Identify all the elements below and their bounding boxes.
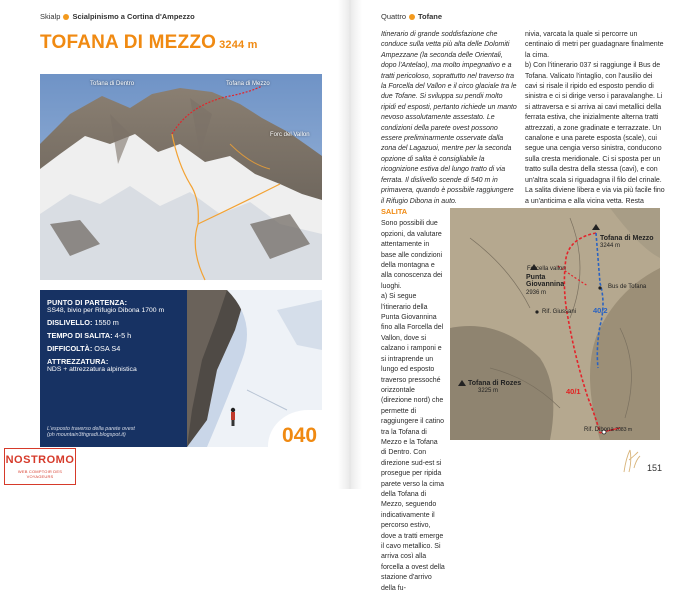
- orange-dot-icon: [409, 14, 415, 20]
- page-title: [40, 32, 258, 54]
- nostromo-logo: [4, 448, 76, 485]
- map-label-bus: Bus de Tofana: [608, 284, 647, 290]
- logo-tagline: WEB COMPTOIR DES VOYAGEURS: [17, 469, 63, 479]
- map-peak-alt: 3244 m: [600, 243, 621, 250]
- runhead-chapter-right: Tofane: [418, 12, 443, 21]
- route-a-end-text: nivia, varcata la quale si percorre un centinaio di metri per guadagnare finalmente la cima.: [525, 31, 664, 59]
- map-rozes-alt: 3225 m: [478, 388, 499, 395]
- map-label-forcella: Forcella vallon: [527, 266, 566, 272]
- map-giov-alt: 2936 m: [526, 289, 547, 296]
- time-row: [47, 331, 180, 340]
- photo-label-forc-vallon: Forc del Vallon: [270, 132, 310, 138]
- title-name: TOFANA DI MEZZO: [40, 32, 217, 53]
- map-label-dibona: [584, 427, 632, 433]
- orange-dot-icon: [63, 14, 69, 20]
- difficulty-row: [47, 344, 180, 353]
- difficulty-label: DIFFICOLTÀ:: [47, 344, 93, 353]
- title-altitude: 3244 m: [219, 39, 258, 51]
- elevation-value: 1550 m: [94, 318, 119, 327]
- intro-column: [381, 30, 517, 207]
- page-ornament-icon: [620, 448, 642, 474]
- salita-column: [381, 207, 445, 594]
- elevation-label: DISLIVELLO:: [47, 318, 93, 327]
- start-label: PUNTO DI PARTENZA:: [47, 298, 128, 307]
- caption-line-2: (ph mountain3thgradi.blogspot.it): [47, 432, 126, 439]
- elevation-row: [47, 318, 180, 327]
- map-rozes-name: Tofana di Rozes: [468, 380, 522, 387]
- running-header-right: [381, 12, 442, 21]
- time-label: TEMPO DI SALITA:: [47, 331, 113, 340]
- intro-text: Itinerario di grande soddisfazione che conduce sulla vetta più alta delle Dolomiti Ampezzane (la seconda delle Orientali, dopo l'Antelao), ma molto impegnativo e a tratti pericoloso, soprattutto nel traverso tra la Forcella del Vallon e il circo glaciale tra le due Tofane. Si sviluppa su pendii molto ripidi ed esposti, pertanto richiede un manto nevoso assolutamente assestato. Le condizioni della parete ovest possono essere preliminarmente osservate dalla zona del Lagazuoi, mentre per la seconda opzione di salita è consigliabile la ricognizione estiva del lungo tratto di via ferrata. Il dislivello scende di 540 m in primavera, quando è possibile raggiungere il Rifugio Dibona in auto.: [381, 31, 517, 205]
- photo-caption: [47, 426, 135, 440]
- salita-intro: Sono possibili due opzioni, da valutare attentamente in base alle condizioni della montagna e alla conoscenza dei luoghi.: [381, 220, 443, 290]
- gear-label: ATTREZZATURA:: [47, 357, 109, 366]
- mountain-photo-illustration: [40, 74, 322, 280]
- runhead-chapter: Scialpinismo a Cortina d'Ampezzo: [72, 12, 195, 21]
- map-label-giussani: Rif. Giussani: [542, 309, 577, 315]
- time-value: 4-5 h: [114, 331, 132, 340]
- map-giov-name: Punta Giovannina: [526, 274, 565, 289]
- running-header-left: [40, 12, 195, 21]
- map-dibona-alt: 2083 m: [615, 427, 633, 433]
- start-value: SS48, bivio per Rifugio Dibona 1700 m: [47, 307, 165, 314]
- map-label-rozes: [468, 380, 521, 395]
- map-label-peak: [600, 235, 654, 250]
- left-page: [0, 0, 340, 489]
- difficulty-value: OSA S4: [94, 344, 121, 353]
- map-label-route-401: 40/1: [566, 387, 581, 396]
- route-map: [450, 208, 660, 440]
- runhead-section-right: Quattro: [381, 12, 407, 21]
- map-peak-name: Tofana di Mezzo: [600, 235, 654, 242]
- salita-heading: SALITA: [381, 207, 408, 216]
- runhead-section: Skialp: [40, 12, 61, 21]
- map-label-giovannina: [526, 274, 566, 296]
- map-label-route-402: 40/2: [593, 306, 608, 315]
- page-number-left: 040: [282, 424, 318, 447]
- photo-label-tofana-mezzo: Tofana di Mezzo: [226, 81, 270, 87]
- mountain-photo: [40, 74, 322, 280]
- map-dibona-name: Rif. Dibona: [584, 427, 614, 433]
- info-box: [40, 290, 187, 447]
- book-gutter: [338, 0, 362, 489]
- logo-name: NOSTROMO: [5, 454, 75, 466]
- page-number-right: 151: [647, 463, 663, 473]
- route-a-text: a) Si segue l'itinerario della Punta Giovannina fino alla Forcella del Vallon, dove si calzano i ramponi e si intraprende un lungo ed esposto traverso pressoché orizzontale (direzione nord) che permette di raggiungere il catino tra la Tofana di Mezzo e la Tofana di Dentro. Con direzione sud-est si prosegue per ripida parete verso la cima della Tofana di Mezzo, seguendo indicativamente il percorso estivo, dove a tratti emerge il cavo metallico. Si arriva così alla forcella a ovest della stazione d'arrivo della fu-: [381, 293, 445, 592]
- gear-value: NDS + attrezzatura alpinistica: [47, 366, 137, 373]
- route-b-text: b) Con l'itinerario 037 si raggiunge il Bus de Tofana. Valicato l'intaglio, con l'ausilio dei cavi si risale il ripido ed esposto pendio di sinistra e ci si dirige verso i paravalanghe. Li si attraversa e si arriva ai cavi metallici della ferrata estiva, che inizialmente alterna tratti attrezzati, a zone gradinate e terrazzate. Un canalone e una parete esposta (scale), cui segue una cengia verso sinistra, conducono sulla cresta meridionale. Ci si sposta per un tratto sulla destra della stessa (cavi), e con un'altra scala si riguadagna il filo del crinale. La salita diviene libera e via via più facile fino a un'anticima e alla vicina vetta. Resta: [525, 62, 665, 205]
- route-b-column: [525, 30, 665, 207]
- caption-line-1: L'esposto traverso della parete ovest: [47, 425, 135, 432]
- photo-label-tofana-dentro: Tofana di Dentro: [90, 81, 135, 87]
